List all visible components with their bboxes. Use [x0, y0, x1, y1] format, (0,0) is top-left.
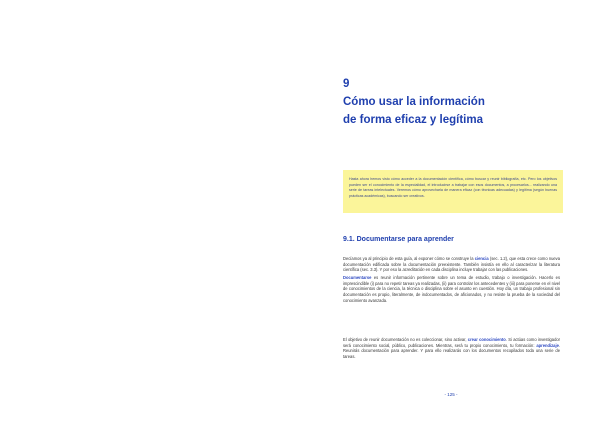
paragraph-1-text-c: en cada disciplina incluye trabajar con las publicaciones.	[424, 267, 529, 273]
paragraph-2	[343, 275, 560, 304]
chapter-number: 9	[343, 78, 350, 90]
chapter-title-line-1: Cómo usar la información	[343, 96, 485, 108]
paragraph-3-link-crear-conocimiento[interactable]: crear conocimiento	[467, 337, 506, 342]
paragraph-3-text-a: El objetivo de reunir documentación no es coleccionar, sino activar,	[343, 337, 468, 342]
paragraph-1-emphasis: acreditación	[402, 267, 425, 273]
chapter-title-line-2: de forma eficaz y legítima	[343, 114, 483, 126]
paragraph-2-link-documentarse[interactable]: Documentarse	[343, 275, 372, 280]
section-heading: 9.1. Documentarse para aprender	[343, 236, 454, 243]
paragraph-1-text-a: Decíamos ya al principio de esta guía, al exponer cómo se construye la	[343, 256, 475, 261]
paragraph-3-link-aprendizaje[interactable]: aprendizaje	[536, 342, 559, 348]
paragraph-1-text-b: (sec. 1.2), que esta crece como nueva documentación edificada sobre la documentación preexistente. También insistía en ello al caracterizar la literatura científica (sec. 3.3). Y por eso la	[343, 256, 560, 273]
paragraph-3-text-b: . Si actúas como investigador será conocimiento social, público, publicaciones. Mientras, será tu propio conocimiento, tu formación:	[343, 337, 561, 348]
paragraph-3-text-c: . Reunirás documentación para aprender. Y para ello realizarás con los documentos recopilados toda una serie de tareas.	[343, 342, 560, 360]
page-number: - 125 -	[444, 392, 458, 397]
chapter-abstract-text: Hasta ahora hemos visto cómo acceder a la documentación científica, cómo buscar y reunir bibliografía, etc. Pero los objetivos pueden ser el conocimiento de la especialidad, el introducirse a trabajar con esos documentos, a procesarlos... realizando una serie de tareas intelectuales. Veremos cómo aprovecharla de manera eficaz (con técnicas adecuadas) y legítima (según buenas prácticas académicas), buscando ser creativos.	[349, 177, 557, 198]
paragraph-1-link-ciencia[interactable]: ciencia	[474, 256, 489, 261]
paragraph-2-text: es reunir información pertinente sobre un tema de estudio, trabajo o investigación. Hacerlo es imprescindible (i) para no repetir tareas ya realizadas, (ii) para controlar los antecedentes y (iii) para ponerse en el nivel de conocimientos de la ciencia, la técnica o disciplina sobre el asunto en cuestión. Hoy día, un trabajo profesional sin documentación es propio, literalmente, de indocumentados, de aficionados, y no resiste la prueba de la sociedad del conocimiento avanzada.	[343, 275, 560, 303]
chapter-abstract-box	[343, 170, 563, 213]
paragraph-1	[343, 256, 560, 273]
paragraph-3	[343, 337, 560, 360]
